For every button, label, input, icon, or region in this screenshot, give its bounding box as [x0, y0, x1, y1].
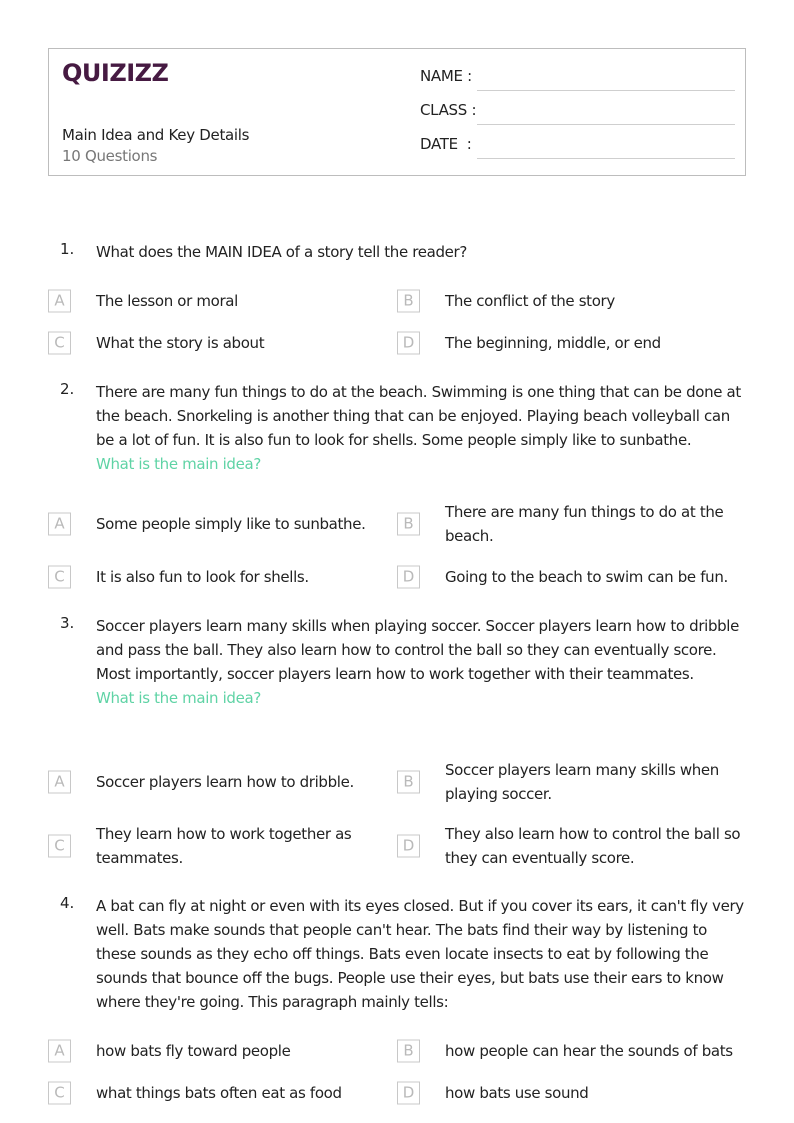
class-label: CLASS :	[420, 101, 477, 119]
worksheet-header	[48, 48, 746, 176]
question-body: There are many fun things to do at the beach. Swimming is one thing that can be done at the beach. Snorkeling is another thing that can be enjoyed. Playing beach volleyball can be a lot of fun. It is also fun to look for shells. Some people simply like to sunbathe.	[96, 383, 741, 449]
option-text: Going to the beach to swim can be fun.	[445, 568, 728, 586]
question-number: 3.	[60, 614, 75, 632]
date-line[interactable]	[477, 158, 735, 159]
option-b[interactable]	[397, 1027, 742, 1075]
question-text	[96, 240, 748, 264]
name-label: NAME :	[420, 67, 472, 85]
option-letter-box: A	[48, 513, 71, 536]
option-a[interactable]	[48, 277, 393, 325]
option-letter-box: A	[48, 771, 71, 794]
option-d[interactable]	[397, 822, 742, 870]
date-label: DATE :	[420, 135, 472, 153]
option-letter-box: D	[397, 566, 420, 589]
option-text: how bats fly toward people	[96, 1042, 291, 1060]
option-text: how bats use sound	[445, 1084, 589, 1102]
question-body: What does the MAIN IDEA of a story tell the reader?	[96, 243, 467, 261]
question-number: 2.	[60, 380, 75, 398]
option-text: how people can hear the sounds of bats	[445, 1042, 733, 1060]
option-c[interactable]	[48, 822, 393, 870]
option-text: Soccer players learn many skills when playing soccer.	[445, 761, 719, 803]
question-text	[96, 380, 748, 476]
option-text: The beginning, middle, or end	[445, 334, 661, 352]
option-text: They also learn how to control the ball so they can eventually score.	[445, 825, 741, 867]
option-letter-box: A	[48, 290, 71, 313]
question-text	[96, 614, 748, 710]
option-letter-box: C	[48, 1082, 71, 1105]
option-d[interactable]	[397, 553, 742, 601]
option-b[interactable]	[397, 758, 742, 806]
option-letter-box: B	[397, 513, 420, 536]
question-prompt: What is the main idea?	[96, 689, 261, 707]
option-letter-box: C	[48, 835, 71, 858]
question-number: 1.	[60, 240, 75, 258]
option-b[interactable]	[397, 277, 742, 325]
option-letter-box: D	[397, 332, 420, 355]
worksheet-title: Main Idea and Key Details	[62, 126, 250, 144]
option-a[interactable]	[48, 1027, 393, 1075]
date-field[interactable]	[420, 135, 735, 159]
option-text: There are many fun things to do at the beach.	[445, 503, 724, 545]
option-letter-box: B	[397, 290, 420, 313]
option-text: The lesson or moral	[96, 292, 238, 310]
option-text: Some people simply like to sunbathe.	[96, 515, 366, 533]
option-c[interactable]	[48, 319, 393, 367]
option-letter-box: D	[397, 1082, 420, 1105]
option-d[interactable]	[397, 319, 742, 367]
question-count: 10 Questions	[62, 147, 158, 165]
option-d[interactable]	[397, 1069, 742, 1117]
option-text: What the story is about	[96, 334, 265, 352]
quizizz-logo: QUIZIZZ	[62, 59, 169, 87]
class-line[interactable]	[477, 124, 735, 125]
option-letter-box: B	[397, 1040, 420, 1063]
option-text: Soccer players learn how to dribble.	[96, 773, 354, 791]
option-b[interactable]	[397, 500, 742, 548]
option-a[interactable]	[48, 500, 393, 548]
option-text: It is also fun to look for shells.	[96, 568, 309, 586]
name-line[interactable]	[477, 90, 735, 91]
option-a[interactable]	[48, 758, 393, 806]
name-field[interactable]	[420, 67, 735, 91]
question-text	[96, 894, 748, 1014]
question-prompt: What is the main idea?	[96, 455, 261, 473]
option-text: what things bats often eat as food	[96, 1084, 342, 1102]
option-letter-box: B	[397, 771, 420, 794]
option-text: The conflict of the story	[445, 292, 615, 310]
question-number: 4.	[60, 894, 75, 912]
option-text: They learn how to work together as teammates.	[96, 825, 352, 867]
option-letter-box: C	[48, 566, 71, 589]
option-c[interactable]	[48, 553, 393, 601]
class-field[interactable]	[420, 101, 735, 125]
question-body: A bat can fly at night or even with its eyes closed. But if you cover its ears, it can't fly very well. Bats make sounds that people can't hear. The bats find their way by listening to these sounds as they echo off things. Bats even locate insects to eat by following the sounds that bounce off the bugs. People use their eyes, but bats use their ears to know where they're going. This paragraph mainly tells:	[96, 897, 744, 1011]
question-body: Soccer players learn many skills when playing soccer. Soccer players learn how to dribble and pass the ball. They also learn how to control the ball so they can eventually score. Most importantly, soccer players learn how to work together with their teammates.	[96, 617, 739, 683]
option-c[interactable]	[48, 1069, 393, 1117]
option-letter-box: A	[48, 1040, 71, 1063]
option-letter-box: C	[48, 332, 71, 355]
option-letter-box: D	[397, 835, 420, 858]
